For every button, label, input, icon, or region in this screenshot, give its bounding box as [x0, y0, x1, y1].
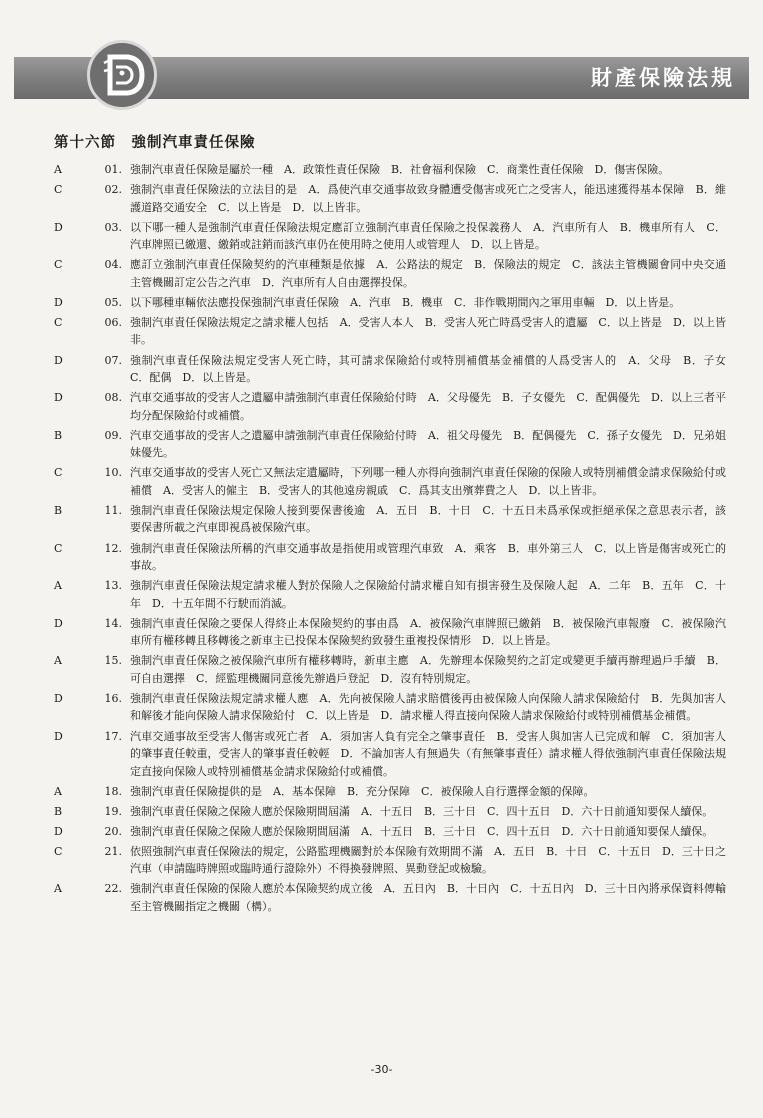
question-item	[54, 427, 726, 462]
question-number: 04.	[104, 258, 122, 272]
answer-key: D	[54, 353, 63, 367]
question-item	[54, 728, 726, 781]
question-text: 強制汽車責任保險法規定之請求權人包括 A．受害人本人 B．受害人死亡時爲受害人的遺屬 C．以上皆是 D．以上皆非。	[130, 315, 726, 347]
answer-key: D	[54, 295, 63, 309]
question-item	[54, 652, 726, 687]
question-item	[54, 219, 726, 254]
question-text: 應訂立強制汽車責任保險契約的汽車種類是依據 A．公路法的規定 B．保險法的規定 C．該法主管機關會同中央交通主管機關訂定公告之汽車 D．汽車所有人自由選擇投保。	[130, 258, 726, 289]
question-text: 汽車交通事故至受害人傷害或死亡者 A．須加害人負有完全之肇事責任 B．受害人與加害人已完成和解 C．須加害人的肇事責任較重，受害人的肇事責任較輕 D．不論加害人有無過失（有無肇事責任）請求權人得依強制汽車責任保險法規定直接向保險人或特別補償基金請求保險給付或補償。	[130, 729, 726, 778]
question-text: 強制汽車責任保險之要保人得終止本保險契約的事由爲 A．被保險汽車牌照已繳銷 B．被保險汽車報廢 C．被保險汽車所有權移轉且移轉後之新車主已投保本保險契約致發生重複投保情形 D．以上皆是。	[130, 616, 726, 648]
question-number: 09.	[104, 428, 122, 442]
question-number: 14.	[104, 616, 122, 630]
question-text: 強制汽車責任保險提供的是 A．基本保障 B．充分保障 C．被保險人自行選擇金額的保障。	[130, 784, 595, 798]
section-title: 第十六節 強制汽車責任保險	[54, 134, 256, 151]
question-number: 10.	[104, 466, 122, 480]
question-item	[54, 294, 726, 312]
question-item	[54, 181, 726, 216]
answer-key: C	[54, 466, 63, 480]
answer-key: D	[54, 691, 63, 705]
question-list	[54, 161, 737, 918]
question-text: 強制汽車責任保險之被保險汽車所有權移轉時，新車主應 A．先辦理本保險契約之訂定或變更手續再辦理過戶手續 B．可自由選擇 C．經監理機關同意後先辦過戶登記 D．沒有特別規定。	[130, 654, 726, 685]
answer-key: C	[54, 315, 63, 329]
answer-key: A	[54, 654, 62, 668]
answer-key: A	[54, 882, 62, 896]
question-text: 強制汽車責任保險法規定請求權人對於保險人之保險給付請求權自知有損害發生及保險人起 A．二年 B．五年 C．十年 D．十五年間不行駛而消滅。	[130, 579, 726, 610]
question-number: 15.	[104, 654, 122, 668]
question-item	[54, 690, 726, 725]
answer-key: D	[54, 729, 63, 743]
answer-key: A	[54, 784, 62, 798]
question-text: 汽車交通事故的受害人之遺屬申請強制汽車責任保險給付時 A．祖父母優先 B．配偶優先 C．孫子女優先 D．兄弟姐妹優先。	[130, 428, 726, 460]
question-text: 強制汽車責任保險法規定請求權人應 A．先向被保險人請求賠償後再由被保險人向保險人請求保險給付 B．先與加害人和解後才能向保險人請求保險給付 C．以上皆是 D．請求權人得直接向保險人請求保險給付或特別補償基金補償。	[130, 691, 726, 723]
question-number: 12.	[104, 541, 122, 555]
question-item	[54, 464, 726, 499]
question-number: 02.	[104, 183, 122, 197]
question-text: 強制汽車責任保險之保險人應於保險期間屆滿 A．十五日 B．三十日 C．四十五日 D．六十日前通知要保人續保。	[130, 824, 714, 838]
answer-key: C	[54, 541, 63, 555]
question-number: 08.	[104, 391, 122, 405]
answer-key: D	[54, 391, 63, 405]
question-item	[54, 843, 726, 878]
answer-key: D	[54, 616, 63, 630]
question-item	[54, 352, 737, 387]
question-number: 06.	[104, 315, 122, 329]
dragon-logo-shape	[96, 49, 148, 101]
question-item	[54, 389, 726, 424]
answer-key: C	[54, 258, 63, 272]
answer-key: D	[54, 824, 63, 838]
question-number: 20.	[104, 824, 122, 838]
question-text: 以下哪種車輛依法應投保強制汽車責任保險 A．汽車 B．機車 C．非作戰期間內之軍用車輛 D．以上皆是。	[130, 295, 681, 309]
question-text: 強制汽車責任保險法所稱的汽車交通事故是指使用或管理汽車致 A．乘客 B．車外第三人 C．以上皆是傷害或死亡的事故。	[130, 541, 726, 573]
question-item	[54, 540, 726, 575]
question-text: 強制汽車責任保險是屬於一種 A．政策性責任保險 B．社會福利保險 C．商業性責任保險 D．傷害保險。	[130, 163, 670, 176]
question-number: 21.	[104, 844, 122, 858]
question-item	[54, 161, 726, 179]
question-item	[54, 783, 726, 801]
question-number: 19.	[104, 804, 122, 818]
question-number: 16.	[104, 691, 122, 705]
question-text: 強制汽車責任保險之保險人應於保險期間屆滿 A．十五日 B．三十日 C．四十五日 D．六十日前通知要保人續保。	[130, 804, 714, 818]
question-number: 17.	[104, 729, 122, 743]
question-text: 強制汽車責任保險法的立法目的是 A．爲使汽車交通事故致身體遭受傷害或死亡之受害人，能迅速獲得基本保障 B．維護道路交通安全 C．以上皆是 D．以上皆非。	[130, 183, 726, 214]
answer-key: B	[54, 804, 63, 818]
answer-key: B	[54, 428, 63, 442]
question-item	[54, 577, 726, 612]
dragon-logo-icon	[87, 40, 157, 110]
question-number: 22.	[104, 882, 122, 896]
question-number: 11.	[104, 503, 122, 517]
question-item	[54, 880, 726, 915]
question-number: 03.	[104, 220, 122, 234]
question-item	[54, 823, 726, 841]
answer-key: B	[54, 503, 63, 517]
question-text: 強制汽車責任保險法規定保險人接到要保書後逾 A．五日 B．十日 C．十五日未爲承保或拒絕承保之意思表示者，該要保書所載之汽車即視爲被保險汽車。	[130, 503, 726, 535]
question-text: 汽車交通事故的受害人死亡又無法定遺屬時，下列哪一種人亦得向強制汽車責任保險的保險人或特別補償金請求保險給付或補償 A．受害人的僱主 B．受害人的其他遠房親戚 C．爲其支出殯葬費之人 D．以上皆非。	[130, 466, 726, 497]
question-number: 13.	[104, 579, 122, 593]
answer-key: C	[54, 844, 63, 858]
question-text: 強制汽車責任保險的保險人應於本保險契約成立後 A．五日內 B．十日內 C．十五日內 D．三十日內將承保資料傳輸至主管機關指定之機關（構）。	[130, 882, 726, 913]
question-text: 依照強制汽車責任保險法的規定，公路監理機關對於本保險有效期間不滿 A．五日 B．十日 C．十五日 D．三十日之汽車（申請臨時牌照或臨時通行證除外）不得換發牌照、異動登記或檢驗。	[130, 844, 726, 876]
question-item	[54, 615, 726, 650]
page-number: -30-	[370, 1063, 393, 1076]
question-number: 01.	[104, 163, 122, 176]
answer-key: C	[54, 183, 63, 197]
question-text: 汽車交通事故的受害人之遺屬申請強制汽車責任保險給付時 A．父母優先 B．子女優先 C．配偶優先 D．以上三者平均分配保險給付或補償。	[130, 391, 726, 422]
question-text: 以下哪一種人是強制汽車責任保險法規定應訂立強制汽車責任保險之投保義務人 A．汽車所有人 B．機車所有人 C．汽車牌照已繳還、繳銷或註銷而該汽車仍在使用時之使用人或管理人 D．以上皆是。	[130, 220, 726, 252]
question-item	[54, 256, 726, 291]
question-item	[54, 314, 726, 349]
question-number: 05.	[104, 295, 122, 309]
question-item	[54, 803, 726, 821]
question-text: 強制汽車責任保險法規定受害人死亡時，其可請求保險給付或特別補償基金補償的人爲受害人的 A．父母 B．子女 C．配偶 D．以上皆是。	[130, 353, 737, 385]
answer-key: A	[54, 579, 62, 593]
answer-key: D	[54, 220, 63, 234]
question-item	[54, 502, 726, 537]
answer-key: A	[54, 163, 62, 176]
header-title: 財產保險法規	[591, 66, 735, 90]
question-number: 18.	[104, 784, 122, 798]
question-number: 07.	[104, 353, 122, 367]
